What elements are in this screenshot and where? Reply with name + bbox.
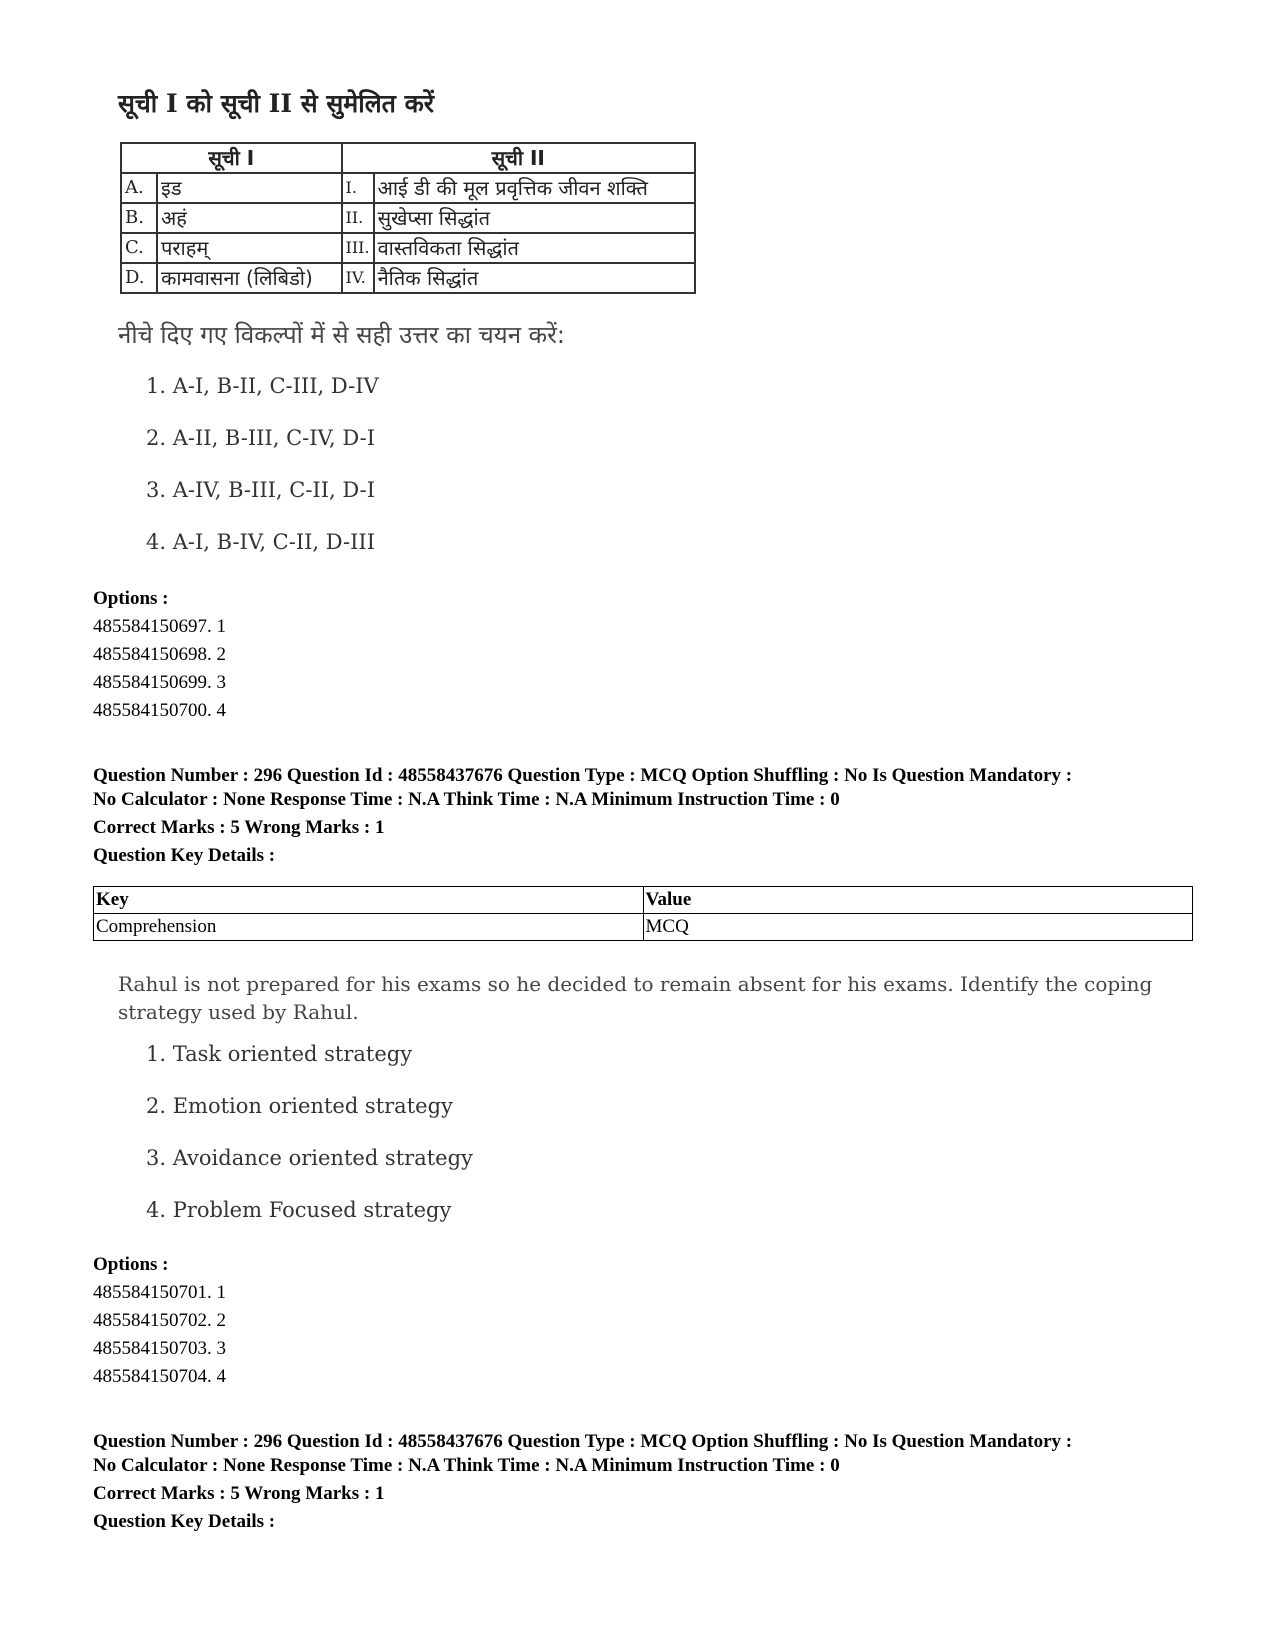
choice-item: 1. Task oriented strategy (146, 1042, 413, 1066)
question-meta-line: No Calculator : None Response Time : N.A Think Time : N.A Minimum Instruction Time : 0 (93, 789, 840, 810)
value-cell: MCQ (643, 914, 1193, 941)
table-row (121, 263, 695, 293)
row-letter: D. (121, 263, 157, 293)
row-letter: C. (121, 233, 157, 263)
row-match: वास्तविकता सिद्धांत (374, 233, 695, 263)
key-cell: Comprehension (94, 914, 644, 941)
option-item: 485584150697. 1 (93, 616, 226, 637)
key-header: Key (94, 887, 644, 914)
options-label: Options : (93, 1254, 169, 1275)
row-item: कामवासना (लिबिडो) (157, 263, 342, 293)
list-two-header: सूची II (342, 143, 695, 173)
row-letter: A. (121, 173, 157, 203)
question-text: Rahul is not prepared for his exams so he decided to remain absent for his exams. Identify the coping strategy used by Rahul. (118, 972, 1153, 1024)
option-item: 485584150704. 4 (93, 1366, 226, 1387)
row-letter: B. (121, 203, 157, 233)
row-roman: III. (342, 233, 374, 263)
row-match: नैतिक सिद्धांत (374, 263, 695, 293)
choice-item: 4. A-I, B-IV, C-II, D-III (146, 530, 375, 554)
choice-item: 4. Problem Focused strategy (146, 1198, 452, 1222)
row-roman: I. (342, 173, 374, 203)
choice-item: 3. Avoidance oriented strategy (146, 1146, 473, 1170)
question-meta-line: No Calculator : None Response Time : N.A Think Time : N.A Minimum Instruction Time : 0 (93, 1455, 840, 1476)
option-item: 485584150703. 3 (93, 1338, 226, 1359)
choice-item: 1. A-I, B-II, C-III, D-IV (146, 374, 379, 398)
question-meta-line: Question Number : 296 Question Id : 48558437676 Question Type : MCQ Option Shuffling : No Is Question Mandatory : (93, 1431, 1073, 1452)
list-one-header: सूची I (121, 143, 342, 173)
row-item: अहं (157, 203, 342, 233)
choice-item: 3. A-IV, B-III, C-II, D-I (146, 478, 375, 502)
question-key-details-label: Question Key Details : (93, 1511, 276, 1532)
match-question-title: सूची I को सूची II से सुमेलित करें (118, 89, 435, 118)
match-table (120, 142, 696, 294)
options-label: Options : (93, 588, 169, 609)
table-row (121, 233, 695, 263)
row-match: आई डी की मूल प्रवृत्तिक जीवन शक्ति (374, 173, 695, 203)
row-match: सुखेप्सा सिद्धांत (374, 203, 695, 233)
table-row (121, 173, 695, 203)
question-marks: Correct Marks : 5 Wrong Marks : 1 (93, 817, 385, 838)
option-item: 485584150702. 2 (93, 1310, 226, 1331)
row-item: इड (157, 173, 342, 203)
key-value-table (93, 886, 1193, 941)
match-question-instruction: नीचे दिए गए विकल्पों में से सही उत्तर का चयन करें: (118, 321, 565, 349)
row-roman: II. (342, 203, 374, 233)
choice-item: 2. A-II, B-III, C-IV, D-I (146, 426, 375, 450)
value-header: Value (643, 887, 1193, 914)
table-row (121, 203, 695, 233)
option-item: 485584150700. 4 (93, 700, 226, 721)
question-meta-line: Question Number : 296 Question Id : 48558437676 Question Type : MCQ Option Shuffling : No Is Question Mandatory : (93, 765, 1073, 786)
question-key-details-label: Question Key Details : (93, 845, 276, 866)
option-item: 485584150698. 2 (93, 644, 226, 665)
table-row (94, 887, 1193, 914)
match-table-header (121, 143, 695, 173)
row-roman: IV. (342, 263, 374, 293)
table-row (94, 914, 1193, 941)
question-marks: Correct Marks : 5 Wrong Marks : 1 (93, 1483, 385, 1504)
option-item: 485584150701. 1 (93, 1282, 226, 1303)
choice-item: 2. Emotion oriented strategy (146, 1094, 453, 1118)
option-item: 485584150699. 3 (93, 672, 226, 693)
row-item: पराहम् (157, 233, 342, 263)
